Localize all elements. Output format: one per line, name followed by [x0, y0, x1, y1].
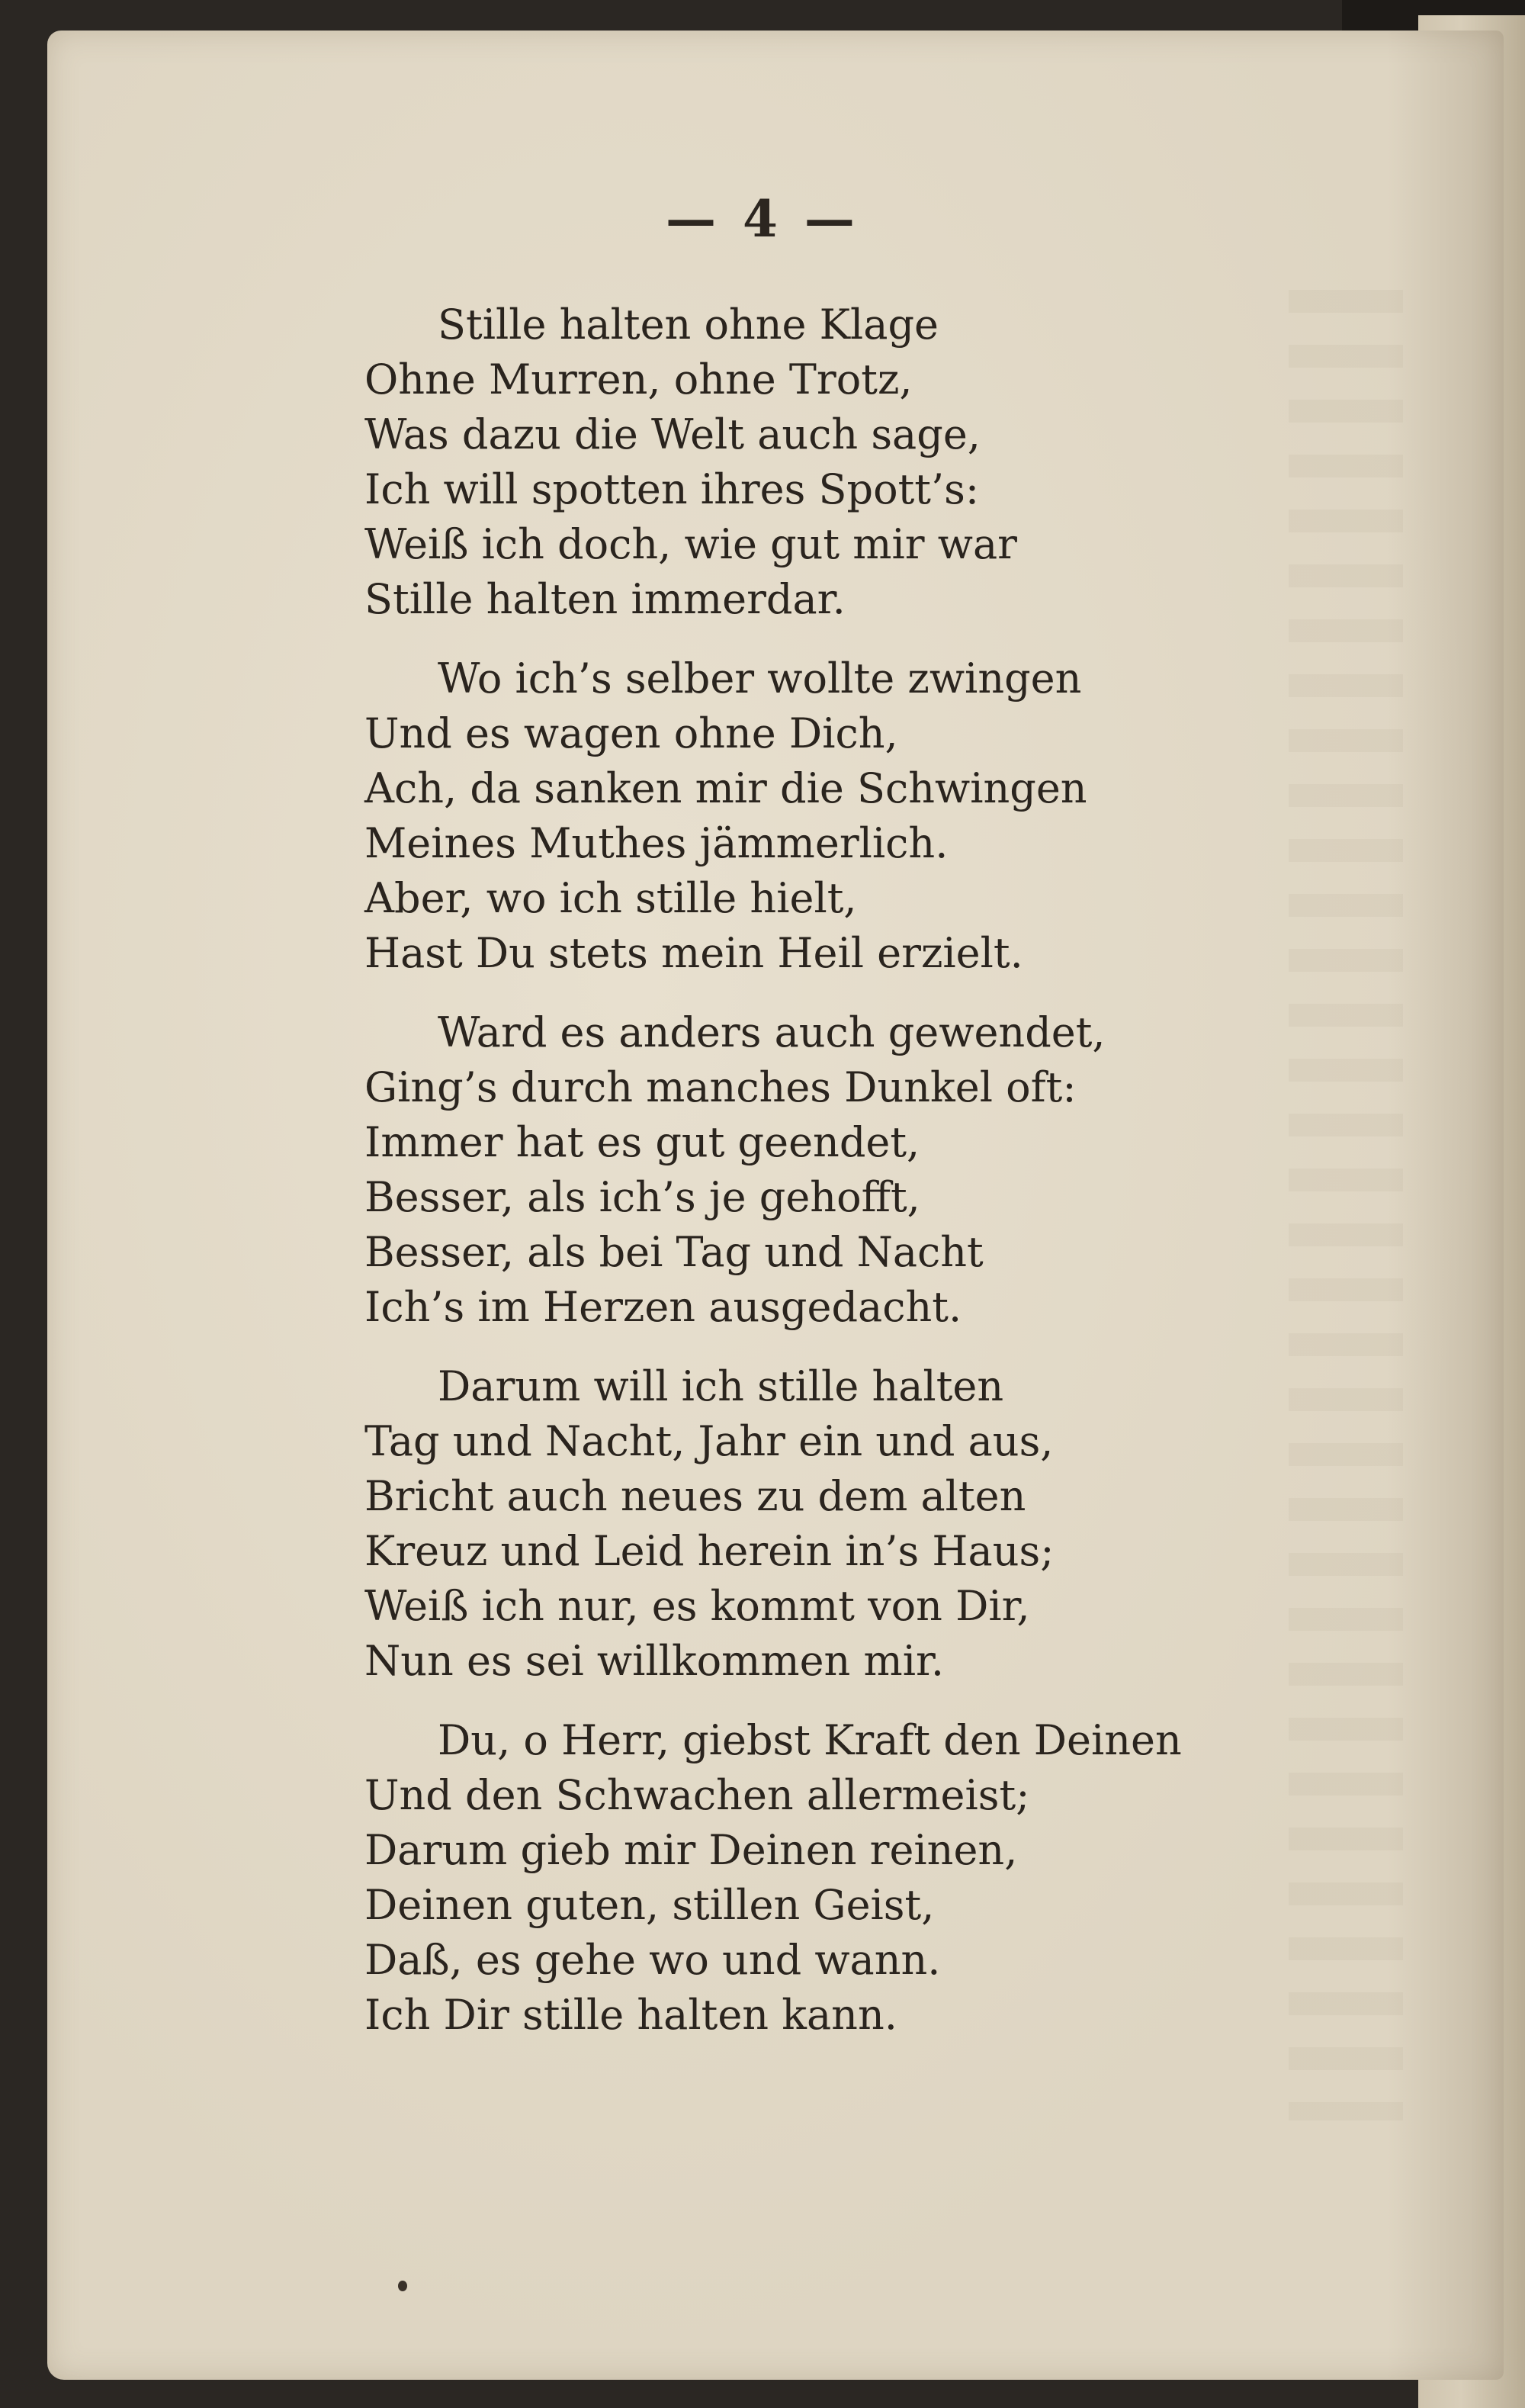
verse-line: Nun es sei willkommen mir. [364, 1637, 945, 1685]
verse-line: Weiß ich doch, wie gut mir war [364, 520, 1017, 568]
verse-line: Kreuz und Leid herein in’s Haus; [364, 1527, 1055, 1575]
verse-line: Darum will ich stille halten [438, 1362, 1004, 1410]
stanza-1 [364, 297, 1356, 627]
verse-line: Ich will spotten ihres Spott’s: [364, 465, 980, 513]
verse-line: Daß, es gehe wo und wann. [364, 1936, 941, 1984]
verse-line: Hast Du stets mein Heil erzielt. [364, 929, 1023, 977]
verse-line: Tag und Nacht, Jahr ein und aus, [364, 1417, 1054, 1465]
verse-line: Aber, wo ich stille hielt, [364, 874, 857, 922]
verse-line: Ich Dir stille halten kann. [364, 1991, 897, 2039]
verse-line: Und den Schwachen allermeist; [364, 1771, 1030, 1819]
verse-line: Meines Muthes jämmerlich. [364, 819, 949, 867]
verse-line: Ohne Murren, ohne Trotz, [364, 355, 913, 403]
verse-line: Und es wagen ohne Dich, [364, 709, 898, 757]
verse-line: Ich’s im Herzen ausgedacht. [364, 1283, 962, 1331]
verse-line: Besser, als bei Tag und Nacht [364, 1228, 984, 1276]
verse-line: Bricht auch neues zu dem alten [364, 1472, 1026, 1520]
verse-line: Ward es anders auch gewendet, [438, 1008, 1106, 1056]
verse-line: Ging’s durch manches Dunkel oft: [364, 1063, 1077, 1111]
verse-line: Deinen guten, stillen Geist, [364, 1881, 935, 1929]
poem [364, 297, 1356, 2067]
verse-line: Was dazu die Welt auch sage, [364, 410, 981, 458]
verse-line: Du, o Herr, giebst Kraft den Deinen [438, 1716, 1182, 1764]
verse-line: Wo ich’s selber wollte zwingen [438, 654, 1082, 702]
ink-speck [398, 2281, 407, 2291]
verse-line: Darum gieb mir Deinen reinen, [364, 1826, 1018, 1874]
stanza-2 [364, 651, 1356, 981]
stanza-5 [364, 1713, 1356, 2043]
page-number: — 4 — [666, 189, 859, 249]
verse-line: Stille halten immerdar. [364, 575, 846, 623]
verse-line: Weiß ich nur, es kommt von Dir, [364, 1582, 1030, 1630]
verse-line: Ach, da sanken mir die Schwingen [364, 764, 1087, 812]
verse-line: Stille halten ohne Klage [438, 301, 939, 349]
verse-line: Immer hat es gut geendet, [364, 1118, 920, 1166]
stanza-3 [364, 1005, 1356, 1335]
verse-line: Besser, als ich’s je gehofft, [364, 1173, 920, 1221]
stanza-4 [364, 1359, 1356, 1689]
